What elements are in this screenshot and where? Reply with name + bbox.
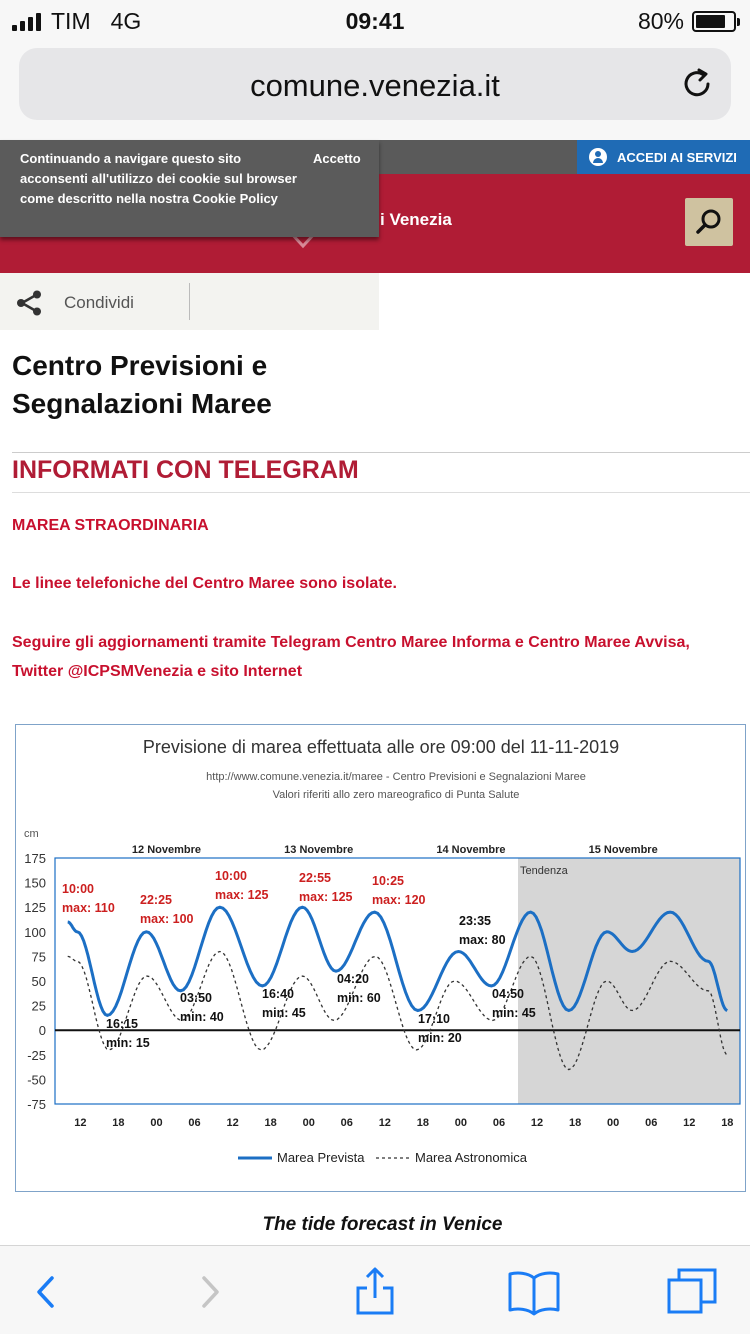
- annotation-time: 10:25: [372, 874, 404, 888]
- annotation-time: 22:55: [299, 871, 331, 885]
- annotation-value: min: 40: [180, 1010, 224, 1024]
- battery-icon: [692, 11, 736, 32]
- annotation-value: min: 20: [418, 1031, 462, 1045]
- cookie-banner: [0, 140, 379, 237]
- address-bar[interactable]: [19, 48, 731, 120]
- status-bar: [0, 0, 750, 40]
- tide-chart-svg: [16, 725, 747, 1193]
- page-title: Centro Previsioni e Segnalazioni Maree: [12, 350, 272, 419]
- y-tick-label: 0: [38, 1023, 46, 1039]
- heading-divider: [12, 492, 750, 493]
- tide-forecast-chart: [15, 724, 746, 1192]
- annotation-value: min: 15: [106, 1036, 150, 1050]
- y-axis-label: cm: [24, 828, 39, 840]
- x-tick-label: 12: [683, 1117, 696, 1129]
- y-tick-label: 75: [31, 949, 46, 965]
- annotation-value: max: 120: [372, 893, 426, 907]
- annotation-time: 16:15: [106, 1017, 138, 1031]
- x-tick-label: 12: [378, 1117, 391, 1129]
- share-bar: [0, 273, 379, 330]
- x-tick-label: 06: [492, 1117, 506, 1129]
- annotation-time: 16:40: [262, 987, 294, 1001]
- annotation-time: 22:25: [140, 893, 172, 907]
- day-label: 12 Novembre: [131, 844, 202, 856]
- x-tick-label: 06: [340, 1117, 353, 1129]
- chart-subtitle-2: Valori riferiti allo zero mareografico di Punta Salute: [272, 789, 520, 801]
- y-tick-label: -75: [27, 1097, 46, 1112]
- chevron-right-icon[interactable]: [180, 1266, 240, 1316]
- site-search-button[interactable]: [685, 198, 733, 246]
- status-time: 09:41: [345, 8, 405, 34]
- annotation-value: min: 60: [337, 991, 381, 1005]
- reload-icon[interactable]: [677, 64, 717, 104]
- annotation-value: max: 110: [62, 901, 115, 915]
- tendency-area: [518, 858, 740, 1104]
- x-tick-label: 18: [721, 1117, 734, 1129]
- y-tick-label: 100: [24, 924, 46, 940]
- cookie-text: Continuando a navigare questo sito acconsenti all'utilizzo dei cookie sul browser come descritto nella nostra Cookie Policy: [20, 151, 297, 206]
- battery-percent: 80%: [637, 8, 684, 34]
- alert-line-1: Le linee telefoniche del Centro Maree sono isolate.: [12, 575, 397, 592]
- annotation-time: 23:35: [459, 914, 491, 928]
- annotation-time: 17:10: [418, 1012, 450, 1026]
- legend-label-prevista: Marea Prevista: [277, 1150, 365, 1165]
- y-tick-label: -50: [27, 1072, 46, 1088]
- annotation-time: 04:50: [492, 987, 524, 1001]
- legend-label-astronomica: Marea Astronomica: [415, 1150, 527, 1165]
- annotation-value: max: 125: [299, 890, 353, 904]
- x-tick-label: 18: [568, 1117, 582, 1129]
- browser-address-area: [0, 40, 750, 140]
- annotation-value: max: 80: [459, 933, 506, 947]
- book-icon[interactable]: [504, 1266, 564, 1316]
- x-tick-label: 00: [150, 1117, 163, 1129]
- annotation-value: max: 125: [215, 888, 269, 902]
- alert-title: MAREA STRAORDINARIA: [12, 517, 209, 534]
- y-tick-label: 175: [24, 851, 46, 866]
- y-tick-label: 150: [24, 875, 46, 891]
- x-tick-label: 06: [188, 1117, 201, 1129]
- telegram-heading: INFORMATI CON TELEGRAM: [12, 456, 359, 484]
- tabs-icon[interactable]: [663, 1266, 723, 1316]
- x-tick-label: 12: [226, 1117, 239, 1129]
- annotation-value: min: 45: [262, 1006, 306, 1020]
- day-label: 14 Novembre: [436, 844, 506, 856]
- chart-caption: The tide forecast in Venice: [262, 1214, 503, 1235]
- carrier-name: TIM: [51, 8, 91, 34]
- alert-line-2b: Twitter @ICPSMVenezia e sito Internet: [12, 663, 303, 680]
- x-tick-label: 12: [74, 1117, 87, 1129]
- chevron-left-icon[interactable]: [14, 1266, 74, 1316]
- network-type: 4G: [110, 8, 142, 34]
- day-label: 13 Novembre: [284, 844, 354, 856]
- y-tick-label: -25: [27, 1047, 46, 1063]
- x-tick-label: 00: [302, 1117, 315, 1129]
- services-login-button[interactable]: [577, 140, 750, 174]
- x-tick-label: 18: [416, 1117, 429, 1129]
- annotation-time: 10:00: [215, 869, 247, 883]
- url-text[interactable]: comune.venezia.it: [250, 68, 500, 103]
- annotation-time: 03:50: [180, 991, 212, 1005]
- day-label: 15 Novembre: [588, 844, 658, 856]
- x-tick-label: 00: [454, 1117, 468, 1129]
- x-tick-label: 00: [607, 1117, 620, 1129]
- user-icon: [589, 148, 607, 166]
- share-label[interactable]: Condividi: [64, 293, 134, 312]
- search-icon: [685, 198, 733, 246]
- chart-subtitle-1: http://www.comune.venezia.it/maree - Centro Previsioni e Segnalazioni Maree: [206, 771, 586, 783]
- annotation-value: min: 45: [492, 1006, 536, 1020]
- services-label: ACCEDI AI SERVIZI: [617, 149, 737, 165]
- battery-info: [638, 8, 736, 35]
- x-tick-label: 12: [530, 1117, 544, 1129]
- x-tick-label: 18: [264, 1117, 277, 1129]
- annotation-time: 10:00: [62, 882, 94, 896]
- y-tick-label: 25: [31, 998, 46, 1014]
- x-tick-label: 06: [645, 1117, 658, 1129]
- x-tick-label: 18: [112, 1117, 125, 1129]
- share-sheet-icon[interactable]: [345, 1266, 405, 1316]
- share-icon[interactable]: [16, 290, 42, 316]
- annotation-time: 04:20: [337, 972, 369, 986]
- browser-toolbar: [0, 1245, 750, 1334]
- alert-line-2a: Seguire gli aggiornamenti tramite Telegram Centro Maree Informa e Centro Maree Avvisa,: [12, 634, 690, 651]
- tendency-label: Tendenza: [520, 865, 568, 877]
- y-tick-label: 50: [31, 974, 46, 989]
- title-divider: [12, 452, 750, 453]
- site-name[interactable]: i Venezia: [380, 210, 452, 229]
- chart-title: Previsione di marea effettuata alle ore 09:00 del 11-11-2019: [142, 737, 620, 757]
- annotation-value: max: 100: [140, 912, 194, 926]
- share-divider: [189, 283, 190, 320]
- cookie-accept-button[interactable]: Accetto: [313, 151, 361, 166]
- y-tick-label: 125: [24, 900, 46, 916]
